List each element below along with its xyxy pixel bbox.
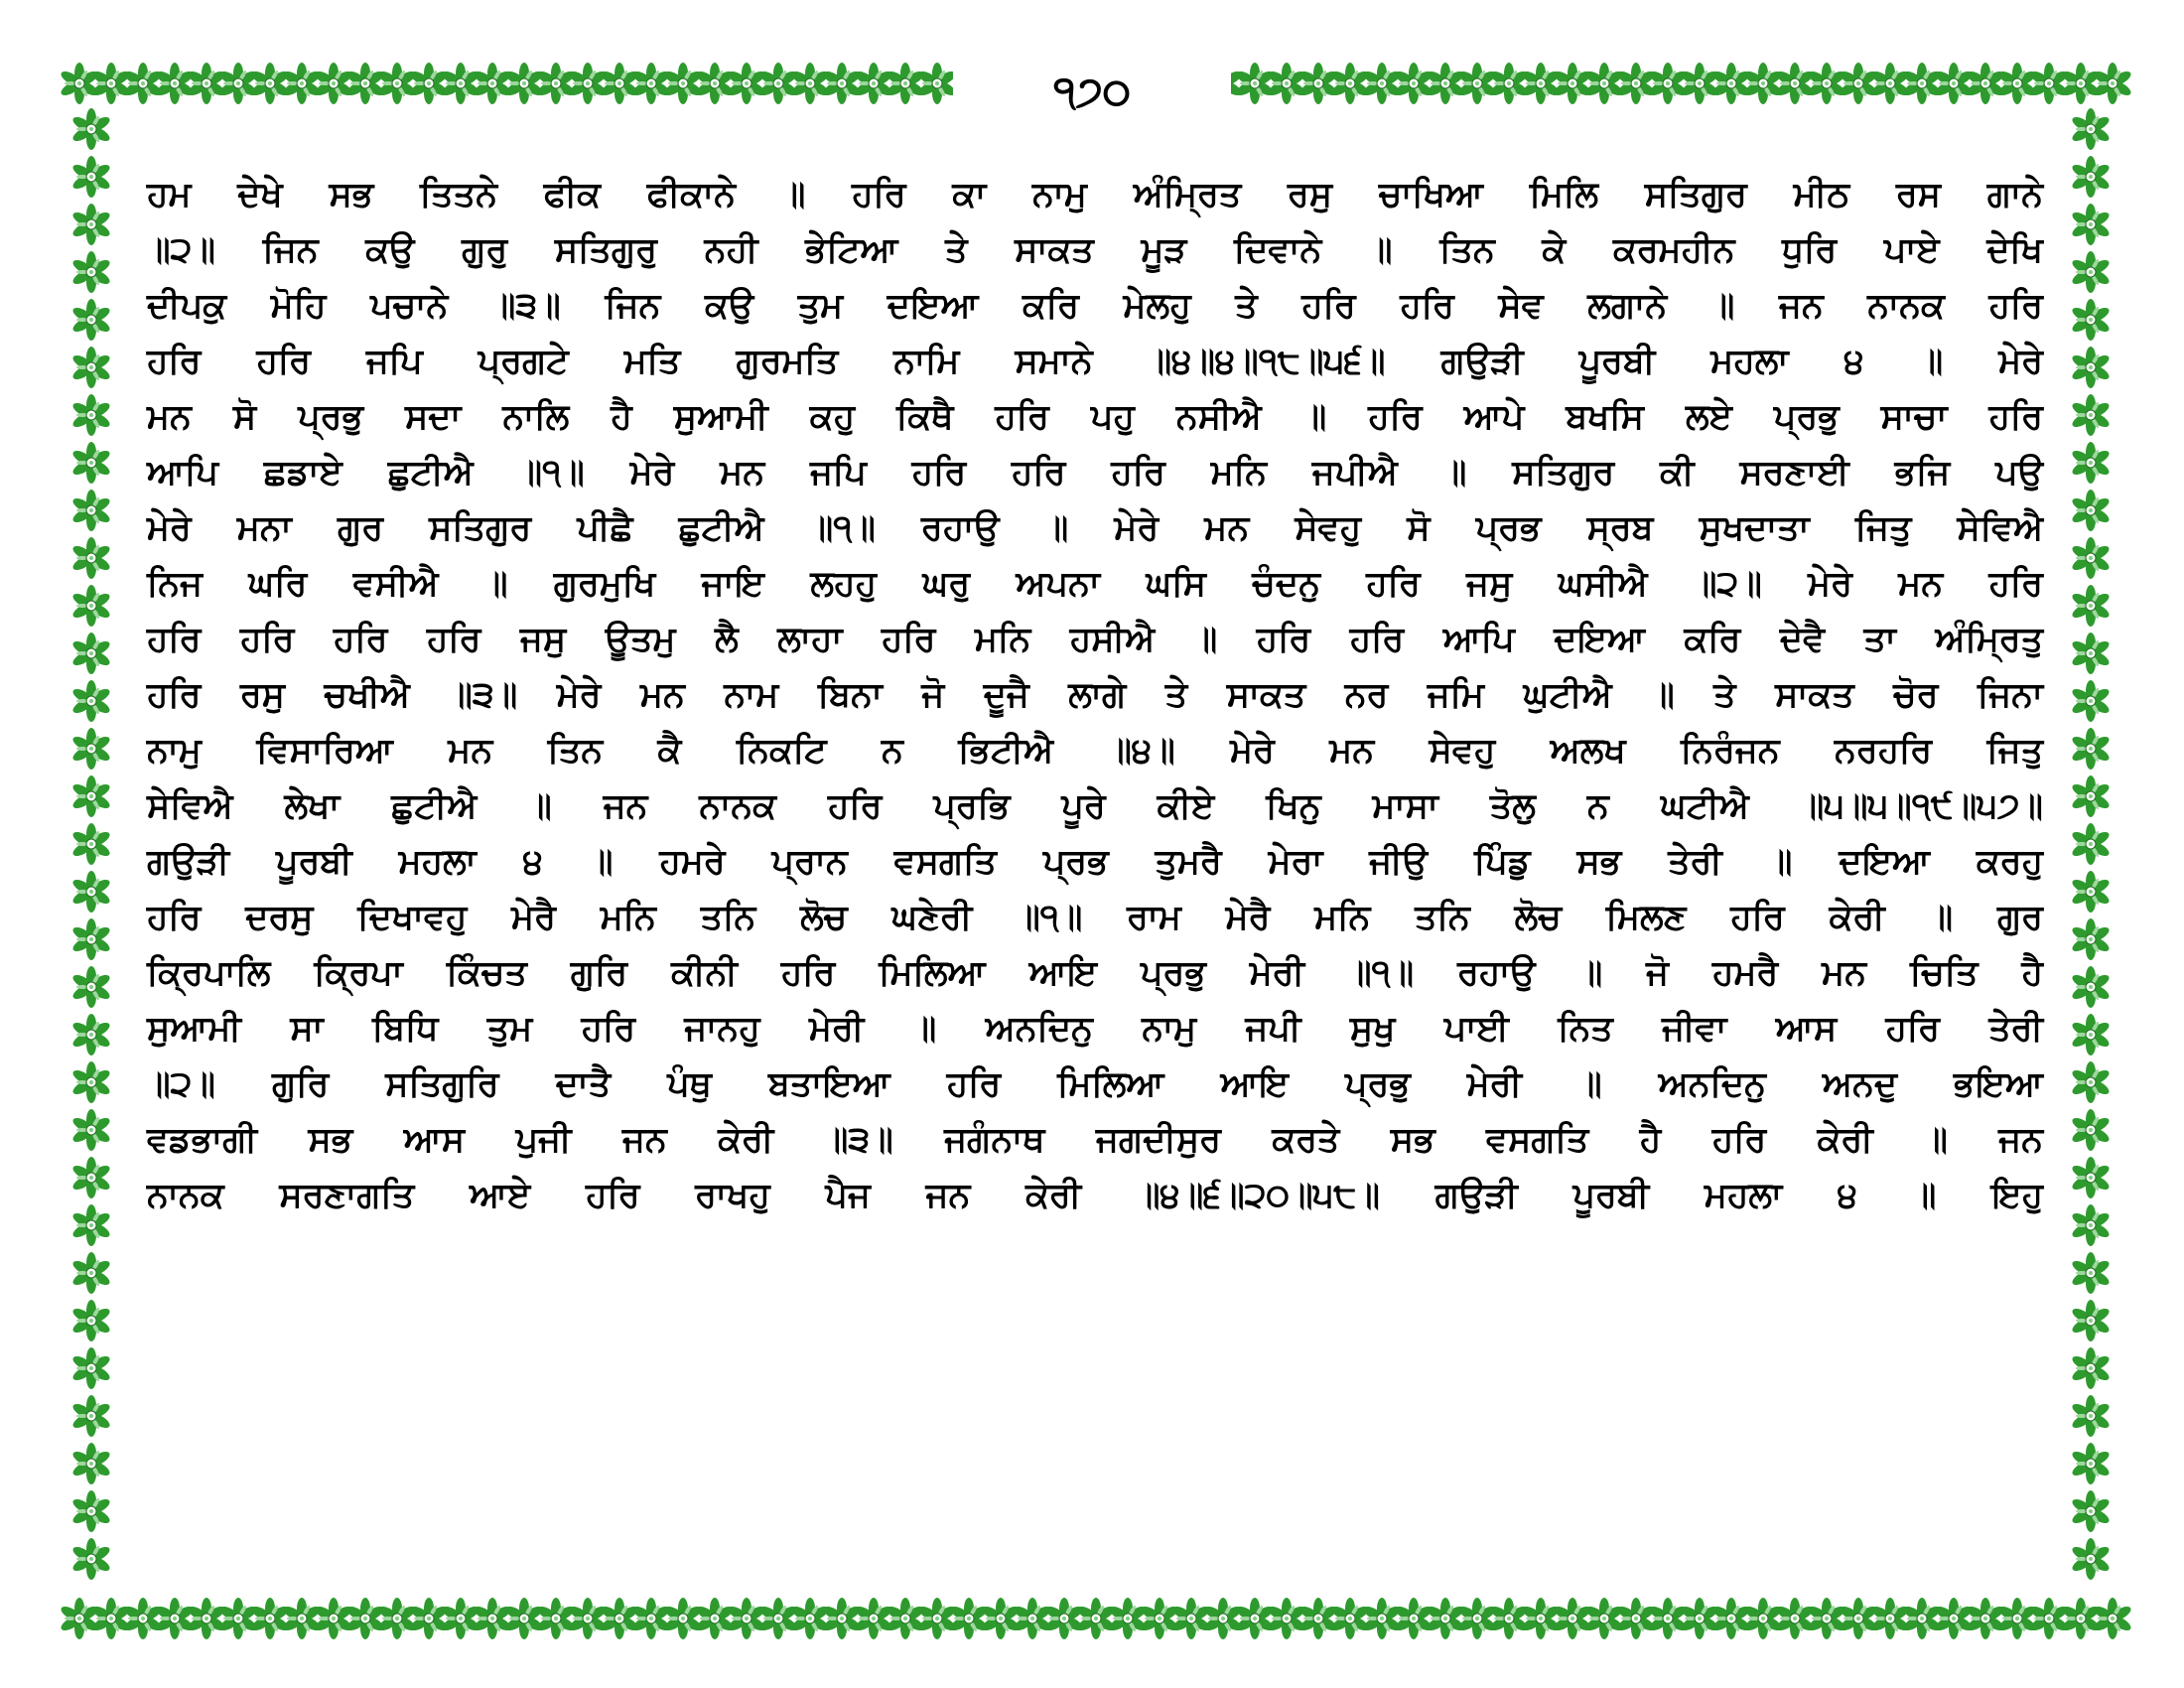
flower-icon [1838, 1598, 1878, 1639]
flower-icon [885, 1598, 925, 1639]
flower-icon [2070, 1061, 2111, 1103]
flower-icon [2070, 871, 2111, 913]
text-line: ਸੇਵਿਐ ਲੇਖਾ ਛੁਟੀਐ ॥ ਜਨ ਨਾਨਕ ਹਰਿ ਪ੍ਰਭਿ ਪੂਰੇ ਕੀਏ ਖਿਨੁ ਮਾਸਾ ਤੋਲੁ ਨ ਘਟੀਐ ॥੫॥੫॥੧੯॥੫੭॥ [147, 786, 2043, 826]
flower-icon [1710, 63, 1751, 104]
flower-icon [2070, 1157, 2111, 1198]
flower-icon [885, 63, 925, 104]
flower-icon [2070, 1109, 2111, 1151]
text-line: ਨਾਨਕ ਸਰਣਾਗਤਿ ਆਏ ਹਰਿ ਰਾਖਹੁ ਪੈਜ ਜਨ ਕੇਰੀ ॥੪॥੬॥੨੦॥੫੮॥ ਗਉੜੀ ਪੂਰਬੀ ਮਹਲਾ ੪ ॥ ਇਹੁ [147, 1176, 2043, 1215]
flower-icon [70, 1347, 111, 1389]
text-line: ਦੀਪਕੁ ਮੋਹਿ ਪਚਾਨੇ ॥੩॥ ਜਿਨ ਕਉ ਤੁਮ ਦਇਆ ਕਰਿ ਮੇਲਹੁ ਤੇ ਹਰਿ ਹਰਿ ਸੇਵ ਲਗਾਨੇ ॥ ਜਨ ਨਾਨਕ ਹਰਿ [147, 286, 2043, 326]
text-line: ਗਉੜੀ ਪੂਰਬੀ ਮਹਲਾ ੪ ॥ ਹਮਰੇ ਪ੍ਰਾਨ ਵਸਗਤਿ ਪ੍ਰਭ ਤੁਮਰੈ ਮੇਰਾ ਜੀਉ ਪਿੰਡੁ ਸਭ ਤੇਰੀ ॥ ਦਇਆ ਕਰਹੁ [147, 842, 2043, 882]
flower-icon [344, 63, 385, 104]
flower-icon [70, 1538, 111, 1580]
flower-icon [70, 299, 111, 341]
flower-icon [2070, 966, 2111, 1008]
text-line: ਹਰਿ ਰਸੁ ਚਖੀਐ ॥੩॥ ਮੇਰੇ ਮਨ ਨਾਮ ਬਿਨਾ ਜੋ ਦੂਜੈ ਲਾਗੇ ਤੇ ਸਾਕਤ ਨਰ ਜਮਿ ਘੁਟੀਐ ॥ ਤੇ ਸਾਕਤ ਚੋਰ ਜਿਨਾ [147, 675, 2043, 715]
flower-icon [1583, 63, 1624, 104]
text-line: ਹਰਿ ਦਰਸੁ ਦਿਖਾਵਹੁ ਮੇਰੈ ਮਨਿ ਤਨਿ ਲੋਚ ਘਣੇਰੀ ॥੧॥ ਰਾਮ ਮੇਰੈ ਮਨਿ ਤਨਿ ਲੋਚ ਮਿਲਣ ਹਰਿ ਕੇਰੀ ॥ ਗੁਰ [147, 898, 2043, 937]
flower-icon [70, 1204, 111, 1246]
flower-icon [90, 1598, 131, 1639]
flower-icon [70, 1300, 111, 1341]
flower-icon [535, 1598, 576, 1639]
flower-icon [757, 63, 798, 104]
flower-icon [948, 1598, 989, 1639]
flower-icon [1361, 1598, 1402, 1639]
flower-icon [599, 63, 639, 104]
flower-icon [70, 823, 111, 865]
flower-icon [662, 1598, 703, 1639]
flower-icon [916, 1598, 957, 1639]
flower-icon [2070, 299, 2111, 341]
flower-icon [249, 1598, 290, 1639]
flower-icon [1552, 1598, 1592, 1639]
flower-icon [2070, 1395, 2111, 1437]
flower-icon [821, 1598, 862, 1639]
flower-icon [1901, 1598, 1942, 1639]
scripture-text [147, 167, 2043, 1223]
flower-icon [2070, 394, 2111, 436]
flower-icon [694, 63, 735, 104]
flower-icon [70, 775, 111, 817]
flower-icon [1297, 1598, 1338, 1639]
flower-icon [980, 1598, 1021, 1639]
flower-icon [1774, 1598, 1815, 1639]
flower-icon [472, 1598, 512, 1639]
flower-icon [217, 1598, 258, 1639]
flower-icon [1012, 1598, 1052, 1639]
flower-icon [2070, 1252, 2111, 1294]
flower-icon [916, 63, 957, 104]
flower-icon [1965, 1598, 2005, 1639]
flower-icon [1170, 1598, 1211, 1639]
flower-icon [1107, 1598, 1148, 1639]
flower-icon [2070, 1204, 2111, 1246]
flower-icon [503, 63, 544, 104]
text-line: ਵਡਭਾਗੀ ਸਭ ਆਸ ਪੁਜੀ ਜਨ ਕੇਰੀ ॥੩॥ ਜਗੰਨਾਥ ਜਗਦੀਸੁਰ ਕਰਤੇ ਸਭ ਵਸਗਤਿ ਹੈ ਹਰਿ ਕੇਰੀ ॥ ਜਨ [147, 1120, 2043, 1160]
text-line: ਮੇਰੇ ਮਨਾ ਗੁਰ ਸਤਿਗੁਰ ਪੀਛੈ ਛੁਟੀਐ ॥੧॥ ਰਹਾਉ ॥ ਮੇਰੇ ਮਨ ਸੇਵਹੁ ਸੋ ਪ੍ਰਭ ਸ੍ਰਬ ਸੁਖਦਾਤਾ ਜਿਤੁ ਸੇਵਿਐ [147, 508, 2043, 548]
flower-icon [1996, 63, 2037, 104]
flower-icon [1838, 63, 1878, 104]
flower-icon [408, 1598, 449, 1639]
flower-icon [1234, 63, 1275, 104]
flower-icon [70, 1443, 111, 1484]
flower-icon [1710, 1598, 1751, 1639]
flower-icon [440, 1598, 480, 1639]
text-line: ॥੨॥ ਗੁਰਿ ਸਤਿਗੁਰਿ ਦਾਤੈ ਪੰਥੁ ਬਤਾਇਆ ਹਰਿ ਮਿਲਿਆ ਆਇ ਪ੍ਰਭੁ ਮੇਰੀ ॥ ਅਨਦਿਨੁ ਅਨਦੁ ਭਇਆ [147, 1064, 2043, 1104]
flower-icon [1933, 1598, 1974, 1639]
flower-icon [726, 1598, 766, 1639]
flower-icon [821, 63, 862, 104]
flower-icon [2028, 63, 2069, 104]
flower-icon [472, 63, 512, 104]
flower-icon [1520, 63, 1561, 104]
flower-icon [2070, 1014, 2111, 1055]
flower-icon [154, 63, 195, 104]
flower-icon [1933, 63, 1974, 104]
flower-icon [599, 1598, 639, 1639]
flower-icon [1583, 1598, 1624, 1639]
flower-icon [1996, 1598, 2037, 1639]
flower-icon [70, 1109, 111, 1151]
flower-icon [186, 1598, 226, 1639]
flower-icon [2070, 1443, 2111, 1484]
text-line: ਆਪਿ ਛਡਾਏ ਛੁਟੀਐ ॥੧॥ ਮੇਰੇ ਮਨ ਜਪਿ ਹਰਿ ਹਰਿ ਹਰਿ ਮਨਿ ਜਪੀਐ ॥ ਸਤਿਗੁਰ ਕੀ ਸਰਣਾਈ ਭਜਿ ਪਉ [147, 453, 2043, 492]
flower-icon [70, 490, 111, 531]
flower-icon [1075, 1598, 1116, 1639]
flower-icon [1266, 1598, 1306, 1639]
flower-icon [2070, 823, 2111, 865]
flower-icon [1393, 1598, 1433, 1639]
flower-icon [1456, 63, 1497, 104]
flower-icon [313, 63, 353, 104]
flower-icon [376, 63, 417, 104]
flower-icon [1488, 1598, 1529, 1639]
flower-icon [217, 63, 258, 104]
flower-icon [2070, 585, 2111, 627]
flower-icon [2070, 680, 2111, 722]
flower-icon [70, 680, 111, 722]
flower-icon [70, 585, 111, 627]
flower-icon [186, 63, 226, 104]
flower-icon [2070, 775, 2111, 817]
page-number: ੧੭੦ [953, 52, 1231, 131]
flower-icon [1361, 63, 1402, 104]
flower-icon [70, 156, 111, 198]
flower-icon [1647, 1598, 1688, 1639]
flower-icon [1647, 63, 1688, 104]
flower-icon [2028, 1598, 2069, 1639]
flower-icon [535, 63, 576, 104]
flower-icon [2070, 1300, 2111, 1341]
flower-icon [90, 63, 131, 104]
flower-icon [1139, 1598, 1179, 1639]
flower-icon [2070, 347, 2111, 388]
flower-icon [70, 1252, 111, 1294]
flower-icon [376, 1598, 417, 1639]
flower-icon [2070, 442, 2111, 484]
flower-icon [662, 63, 703, 104]
flower-icon [1901, 63, 1942, 104]
flower-icon [1393, 63, 1433, 104]
flower-icon [70, 871, 111, 913]
flower-icon [853, 63, 893, 104]
flower-icon [1679, 1598, 1719, 1639]
text-line: ਸੁਆਮੀ ਸਾ ਬਿਧਿ ਤੁਮ ਹਰਿ ਜਾਨਹੁ ਮੇਰੀ ॥ ਅਨਦਿਨੁ ਨਾਮੁ ਜਪੀ ਸੁਖੁ ਪਾਈ ਨਿਤ ਜੀਵਾ ਆਸ ਹਰਿ ਤੇਰੀ [147, 1009, 2043, 1049]
flower-icon [440, 63, 480, 104]
flower-icon [70, 394, 111, 436]
text-line: ਹਮ ਦੇਖੇ ਸਭ ਤਿਤਨੇ ਫੀਕ ਫੀਕਾਨੇ ॥ ਹਰਿ ਕਾ ਨਾਮੁ ਅੰਮ੍ਰਿਤ ਰਸੁ ਚਾਖਿਆ ਮਿਲਿ ਸਤਿਗੁਰ ਮੀਠ ਰਸ ਗਾਨੇ [147, 175, 2043, 214]
flower-icon [2070, 156, 2111, 198]
flower-icon [122, 63, 163, 104]
flower-icon [1615, 1598, 1656, 1639]
flower-icon [70, 1157, 111, 1198]
flower-icon [2070, 251, 2111, 293]
flower-icon [567, 1598, 608, 1639]
flower-icon [2070, 108, 2111, 150]
flower-icon [2070, 1490, 2111, 1532]
flower-icon [344, 1598, 385, 1639]
text-line: ਨਿਜ ਘਰਿ ਵਸੀਐ ॥ ਗੁਰਮੁਖਿ ਜਾਇ ਲਹਹੁ ਘਰੁ ਅਪਨਾ ਘਸਿ ਚੰਦਨੁ ਹਰਿ ਜਸੁ ਘਸੀਐ ॥੨॥ ਮੇਰੇ ਮਨ ਹਰਿ [147, 564, 2043, 604]
flower-icon [1774, 63, 1815, 104]
right-flower-column [2070, 108, 2111, 1580]
flower-icon [757, 1598, 798, 1639]
flower-icon [630, 1598, 671, 1639]
flower-icon [408, 63, 449, 104]
flower-icon [2070, 633, 2111, 674]
flower-icon [2070, 537, 2111, 579]
flower-icon [249, 63, 290, 104]
flower-icon [1965, 63, 2005, 104]
flower-icon [2070, 918, 2111, 960]
text-line: ਹਰਿ ਹਰਿ ਜਪਿ ਪ੍ਰਗਟੇ ਮਤਿ ਗੁਰਮਤਿ ਨਾਮਿ ਸਮਾਨੇ ॥੪॥੪॥੧੮॥੫੬॥ ਗਉੜੀ ਪੂਰਬੀ ਮਹਲਾ ੪ ॥ ਮੇਰੇ [147, 342, 2043, 381]
flower-icon [726, 63, 766, 104]
flower-icon [1806, 1598, 1846, 1639]
flower-icon [1552, 63, 1592, 104]
flower-icon [1266, 63, 1306, 104]
flower-icon [2060, 63, 2101, 104]
flower-icon [2060, 1598, 2101, 1639]
flower-icon [70, 633, 111, 674]
flower-icon [2092, 1598, 2132, 1639]
flower-icon [70, 347, 111, 388]
flower-icon [70, 108, 111, 150]
text-line: ਮਨ ਸੋ ਪ੍ਰਭੁ ਸਦਾ ਨਾਲਿ ਹੈ ਸੁਆਮੀ ਕਹੁ ਕਿਥੈ ਹਰਿ ਪਹੁ ਨਸੀਐ ॥ ਹਰਿ ਆਪੇ ਬਖਸਿ ਲਏ ਪ੍ਰਭੁ ਸਾਚਾ ਹਰਿ [147, 397, 2043, 437]
flower-icon [281, 1598, 322, 1639]
flower-icon [1425, 1598, 1465, 1639]
flower-icon [59, 63, 99, 104]
flower-icon [1234, 1598, 1275, 1639]
flower-icon [70, 1395, 111, 1437]
flower-icon [2070, 1538, 2111, 1580]
text-line: ਨਾਮੁ ਵਿਸਾਰਿਆ ਮਨ ਤਿਨ ਕੈ ਨਿਕਟਿ ਨ ਭਿਟੀਐ ॥੪॥ ਮੇਰੇ ਮਨ ਸੇਵਹੁ ਅਲਖ ਨਿਰੰਜਨ ਨਰਹਰਿ ਜਿਤੁ [147, 731, 2043, 771]
text-line: ਕ੍ਰਿਪਾਲਿ ਕ੍ਰਿਪਾ ਕਿੰਚਤ ਗੁਰਿ ਕੀਨੀ ਹਰਿ ਮਿਲਿਆ ਆਇ ਪ੍ਰਭੁ ਮੇਰੀ ॥੧॥ ਰਹਾਉ ॥ ਜੋ ਹਮਰੈ ਮਨ ਚਿਤਿ ਹੈ [147, 953, 2043, 993]
flower-icon [1742, 1598, 1783, 1639]
flower-icon [2092, 63, 2132, 104]
flower-icon [59, 1598, 99, 1639]
flower-icon [1488, 63, 1529, 104]
flower-icon [70, 918, 111, 960]
flower-icon [70, 442, 111, 484]
flower-icon [122, 1598, 163, 1639]
flower-icon [1615, 63, 1656, 104]
flower-icon [70, 1014, 111, 1055]
flower-icon [2070, 490, 2111, 531]
flower-icon [1869, 63, 1910, 104]
flower-icon [1520, 1598, 1561, 1639]
flower-icon [694, 1598, 735, 1639]
flower-icon [1456, 1598, 1497, 1639]
flower-icon [70, 1061, 111, 1103]
flower-icon [1297, 63, 1338, 104]
flower-icon [567, 63, 608, 104]
flower-icon [1329, 1598, 1370, 1639]
flower-icon [70, 537, 111, 579]
flower-icon [70, 204, 111, 245]
flower-icon [281, 63, 322, 104]
flower-icon [789, 63, 830, 104]
flower-icon [1202, 1598, 1243, 1639]
flower-icon [1425, 63, 1465, 104]
flower-icon [630, 63, 671, 104]
flower-icon [2070, 1347, 2111, 1389]
left-flower-column [70, 108, 111, 1580]
text-line: ॥੨॥ ਜਿਨ ਕਉ ਗੁਰੁ ਸਤਿਗੁਰੁ ਨਹੀ ਭੇਟਿਆ ਤੇ ਸਾਕਤ ਮੂੜ ਦਿਵਾਨੇ ॥ ਤਿਨ ਕੇ ਕਰਮਹੀਨ ਧੁਰਿ ਪਾਏ ਦੇਖਿ [147, 230, 2043, 270]
flower-icon [1869, 1598, 1910, 1639]
flower-icon [853, 1598, 893, 1639]
flower-icon [789, 1598, 830, 1639]
flower-icon [1043, 1598, 1084, 1639]
flower-icon [503, 1598, 544, 1639]
flower-icon [70, 1490, 111, 1532]
flower-icon [313, 1598, 353, 1639]
flower-icon [1679, 63, 1719, 104]
flower-icon [1742, 63, 1783, 104]
flower-icon [2070, 728, 2111, 770]
flower-icon [1806, 63, 1846, 104]
flower-icon [154, 1598, 195, 1639]
flower-icon [70, 251, 111, 293]
flower-icon [70, 728, 111, 770]
flower-icon [2070, 204, 2111, 245]
text-line: ਹਰਿ ਹਰਿ ਹਰਿ ਹਰਿ ਜਸੁ ਊਤਮੁ ਲੈ ਲਾਹਾ ਹਰਿ ਮਨਿ ਹਸੀਐ ॥ ਹਰਿ ਹਰਿ ਆਪਿ ਦਇਆ ਕਰਿ ਦੇਵੈ ਤਾ ਅੰਮ੍ਰਿਤੁ [147, 620, 2043, 659]
flower-icon [1329, 63, 1370, 104]
bottom-flower-row [59, 1598, 2132, 1639]
flower-icon [70, 966, 111, 1008]
